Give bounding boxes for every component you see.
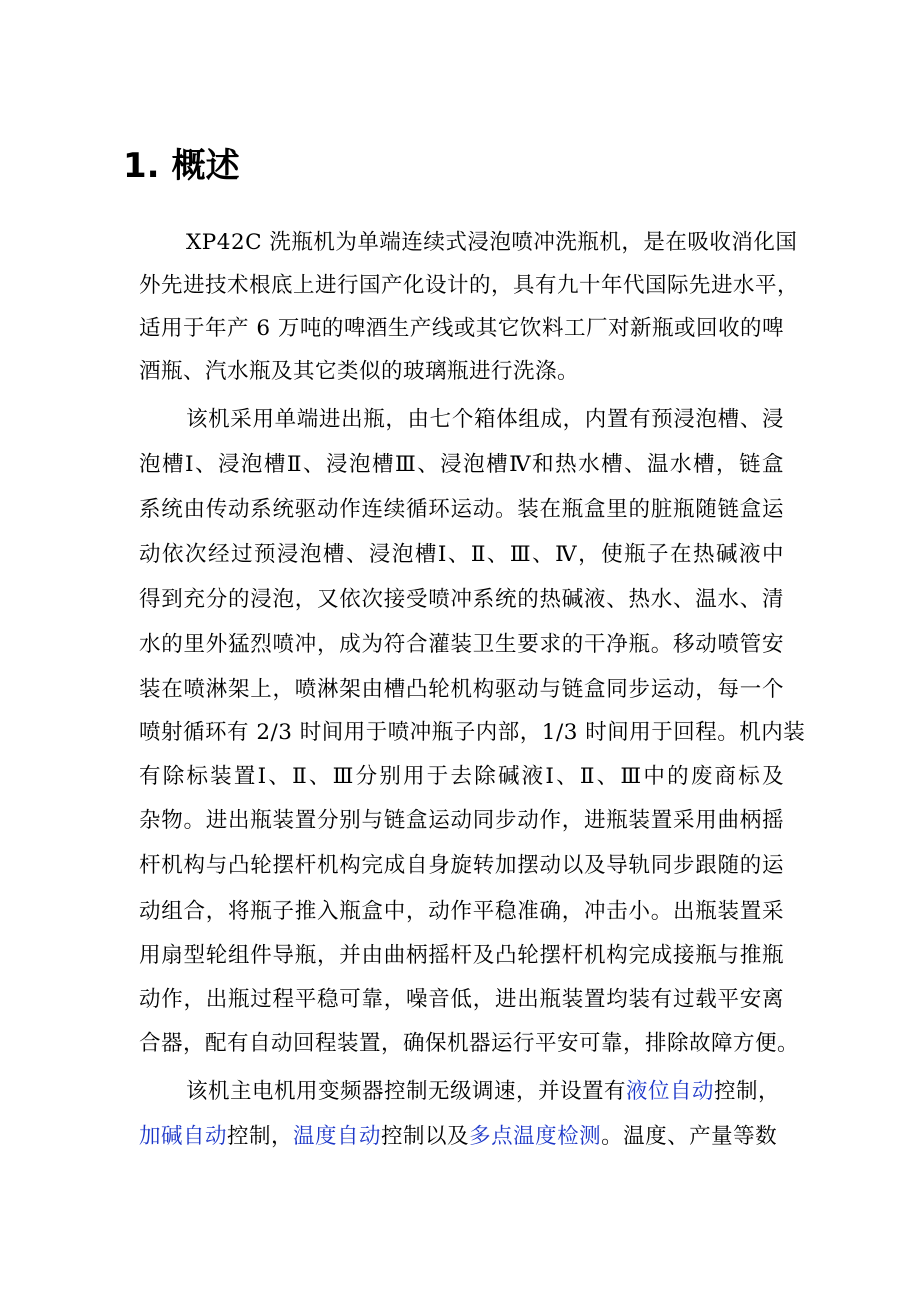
text-line: 动依次经过预浸泡槽、浸泡槽Ⅰ、Ⅱ、Ⅲ、Ⅳ，使瓶子在热碱液中 <box>139 542 784 567</box>
text-line: 用扇型轮组件导瓶，并由曲柄摇杆及凸轮摆杆机构完成接瓶与推瓶 <box>139 943 784 968</box>
text-line: 杂物。进出瓶装置分别与链盒运动同步动作，进瓶装置采用曲柄摇 <box>139 808 784 833</box>
text-run: 该机主电机用变频器控制无级调速，并设置有 <box>186 1079 627 1104</box>
text-run: 。温度、产量等数 <box>601 1124 778 1149</box>
text-line: 杆机构与凸轮摆杆机构完成自身旋转加摆动以及导轨同步跟随的运 <box>139 853 784 878</box>
text-line: 得到充分的浸泡，又依次接受喷冲系统的热碱液、热水、温水、清 <box>139 587 784 612</box>
text-line: 动组合，将瓶子推入瓶盒中，动作平稳准确，冲击小。出瓶装置采 <box>139 899 784 924</box>
text-line <box>186 1077 784 1107</box>
text-run: 控制以及 <box>381 1124 470 1149</box>
text-line <box>139 1122 784 1152</box>
text-line: 水的里外猛烈喷冲，成为符合灌装卫生要求的干净瓶。移动喷管安 <box>139 632 784 657</box>
temperature-auto-link[interactable]: 温度自动 <box>293 1124 382 1149</box>
text-line: XP42C 洗瓶机为单端连续式浸泡喷冲洗瓶机，是在吸收消化国 <box>186 230 798 255</box>
text-line: 适用于年产 6 万吨的啤酒生产线或其它饮料工厂对新瓶或回收的啤 <box>139 316 784 341</box>
text-line: 装在喷淋架上，喷淋架由槽凸轮机构驱动与链盒同步运动，每一个 <box>139 677 784 702</box>
alkali-dosing-auto-link[interactable]: 加碱自动 <box>139 1124 228 1149</box>
text-line: 外先进技术根底上进行国产化设计的，具有九十年代国际先进水平， <box>139 273 800 298</box>
text-line: 合器，配有自动回程装置，确保机器运行平安可靠，排除故障方便。 <box>139 1031 800 1056</box>
section-heading <box>123 141 240 191</box>
text-line: 喷射循环有 2/3 时间用于喷冲瓶子内部，1/3 时间用于回程。机内装 <box>139 720 806 745</box>
text-run: 控制， <box>714 1079 781 1104</box>
text-line: 酒瓶、汽水瓶及其它类似的玻璃瓶进行洗涤。 <box>139 359 580 384</box>
liquid-level-auto-link[interactable]: 液位自动 <box>626 1079 715 1104</box>
section-title: 概述 <box>171 146 240 186</box>
text-line: 该机采用单端进出瓶，由七个箱体组成，内置有预浸泡槽、浸 <box>186 407 784 432</box>
section-number: 1. <box>123 146 160 186</box>
text-run: 控制， <box>227 1124 294 1149</box>
text-line: 系统由传动系统驱动作连续循环运动。装在瓶盒里的脏瓶随链盒运 <box>139 497 784 522</box>
text-line: 泡槽Ⅰ、浸泡槽Ⅱ、浸泡槽Ⅲ、浸泡槽Ⅳ和热水槽、温水槽，链盒 <box>139 452 784 477</box>
text-line: 有除标装置Ⅰ、Ⅱ、Ⅲ分别用于去除碱液Ⅰ、Ⅱ、Ⅲ中的废商标及 <box>139 764 784 789</box>
multipoint-temperature-detection-link[interactable]: 多点温度检测 <box>469 1124 602 1149</box>
text-line: 动作，出瓶过程平稳可靠，噪音低，进出瓶装置均装有过载平安离 <box>139 987 784 1012</box>
